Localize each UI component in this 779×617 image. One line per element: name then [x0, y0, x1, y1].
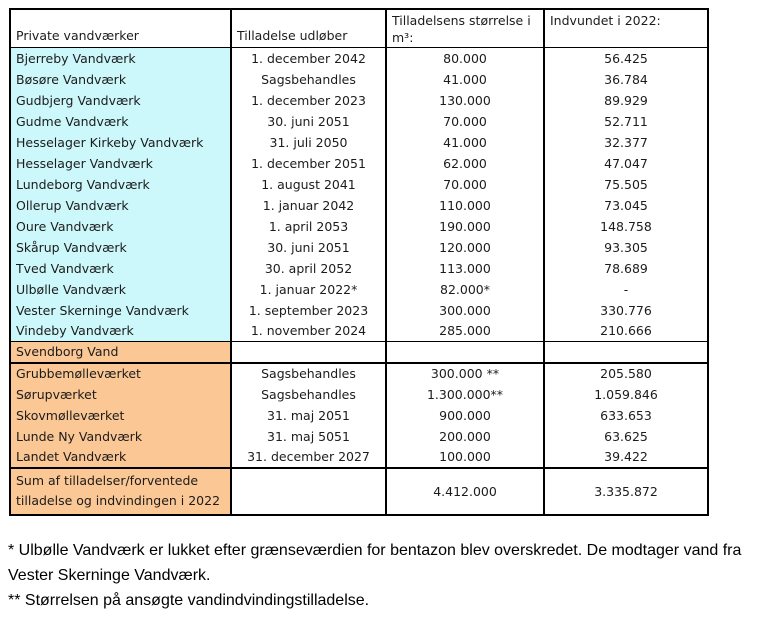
extracted-2022: 63.625 — [544, 426, 708, 447]
table-row — [10, 300, 708, 321]
extracted-2022: 148.758 — [544, 216, 708, 237]
section-header-label: Svendborg Vand — [10, 342, 231, 363]
permit-size: 285.000 — [386, 321, 544, 342]
waterworks-name: Ollerup Vandværk — [10, 195, 231, 216]
waterworks-name: Sørupværket — [10, 384, 231, 405]
permit-size: 200.000 — [386, 426, 544, 447]
waterworks-name: Grubbemølleværket — [10, 363, 231, 384]
permit-expires: 1. december 2051 — [231, 153, 386, 174]
table-row — [10, 48, 708, 69]
permit-expires: 30. april 2052 — [231, 258, 386, 279]
permit-size: 82.000* — [386, 279, 544, 300]
extracted-2022: 78.689 — [544, 258, 708, 279]
table-row — [10, 384, 708, 405]
column-header-tilladelse-udloeber: Tilladelse udløber — [231, 9, 386, 48]
waterworks-table — [9, 8, 709, 516]
permit-size: 120.000 — [386, 237, 544, 258]
waterworks-name: Gudbjerg Vandværk — [10, 90, 231, 111]
extracted-2022: 1.059.846 — [544, 384, 708, 405]
sum-label: Sum af tilladelser/forventede tilladelse og indvindingen i 2022 — [10, 468, 231, 515]
waterworks-name: Landet Vandværk — [10, 447, 231, 468]
permit-expires: 1. januar 2042 — [231, 195, 386, 216]
permit-expires: Sagsbehandles — [231, 69, 386, 90]
permit-expires: 1. november 2024 — [231, 321, 386, 342]
permit-size: 900.000 — [386, 405, 544, 426]
permit-size: 110.000 — [386, 195, 544, 216]
waterworks-name: Hesselager Kirkeby Vandværk — [10, 132, 231, 153]
permit-size: 300.000 — [386, 300, 544, 321]
waterworks-name: Skovmølleværket — [10, 405, 231, 426]
footnote-ansoegte-tilladelse: ** Størrelsen på ansøgte vandindvindingstilladelse. — [8, 591, 370, 609]
permit-expires: 31. maj 2051 — [231, 405, 386, 426]
permit-expires: Sagsbehandles — [231, 384, 386, 405]
permit-expires: 1. august 2041 — [231, 174, 386, 195]
table-row — [10, 153, 708, 174]
table-row — [10, 447, 708, 468]
permit-expires: 1. september 2023 — [231, 300, 386, 321]
table-row — [10, 195, 708, 216]
table-header — [10, 9, 708, 48]
permit-expires: 1. december 2023 — [231, 90, 386, 111]
permit-size: 41.000 — [386, 69, 544, 90]
table-row — [10, 321, 708, 342]
permit-expires: 31. december 2027 — [231, 447, 386, 468]
sum-expires-cell — [231, 468, 386, 515]
waterworks-name: Lundeborg Vandværk — [10, 174, 231, 195]
waterworks-name: Lunde Ny Vandværk — [10, 426, 231, 447]
permit-expires: 31. juli 2050 — [231, 132, 386, 153]
footnote-ulboelle: * Ulbølle Vandværk er lukket efter grænseværdien for bentazon blev overskredet. De modtager vand fra Vester Skerninge Vandværk. — [8, 541, 742, 584]
table-row — [10, 174, 708, 195]
svendborg-section-header — [10, 342, 708, 363]
permit-size: 113.000 — [386, 258, 544, 279]
permit-size: 100.000 — [386, 447, 544, 468]
permit-size: 70.000 — [386, 174, 544, 195]
svendborg-section-body — [10, 363, 708, 468]
table-row — [10, 279, 708, 300]
extracted-2022: 32.377 — [544, 132, 708, 153]
extracted-2022: 39.422 — [544, 447, 708, 468]
waterworks-name: Hesselager Vandværk — [10, 153, 231, 174]
column-header-tilladelsens-stoerrelse: Tilladelsens størrelse i m³: — [386, 9, 544, 48]
permit-expires: 30. juni 2051 — [231, 237, 386, 258]
column-header-private-vandvaerker: Private vandværker — [10, 9, 231, 48]
sum-permit-size: 4.412.000 — [386, 468, 544, 515]
table-row — [10, 426, 708, 447]
permit-size: 70.000 — [386, 111, 544, 132]
extracted-2022: 75.505 — [544, 174, 708, 195]
section-header-row — [10, 342, 708, 363]
extracted-2022: 89.929 — [544, 90, 708, 111]
permit-size: 190.000 — [386, 216, 544, 237]
permit-expires: 1. april 2053 — [231, 216, 386, 237]
permit-expires: 31. maj 5051 — [231, 426, 386, 447]
table-row — [10, 216, 708, 237]
waterworks-name: Skårup Vandværk — [10, 237, 231, 258]
header-row — [10, 9, 708, 48]
permit-size: 1.300.000** — [386, 384, 544, 405]
table-row — [10, 90, 708, 111]
table-row — [10, 132, 708, 153]
sum-row — [10, 468, 708, 515]
sum-extracted-2022: 3.335.872 — [544, 468, 708, 515]
extracted-2022: 36.784 — [544, 69, 708, 90]
waterworks-name: Bøsøre Vandværk — [10, 69, 231, 90]
extracted-2022: 52.711 — [544, 111, 708, 132]
empty-cell — [231, 342, 386, 363]
permit-size: 62.000 — [386, 153, 544, 174]
permit-expires: 1. januar 2022* — [231, 279, 386, 300]
table-row — [10, 258, 708, 279]
waterworks-name: Bjerreby Vandværk — [10, 48, 231, 69]
private-section-body — [10, 48, 708, 342]
waterworks-name: Vindeby Vandværk — [10, 321, 231, 342]
extracted-2022: 205.580 — [544, 363, 708, 384]
extracted-2022: 93.305 — [544, 237, 708, 258]
waterworks-name: Tved Vandværk — [10, 258, 231, 279]
table-row — [10, 405, 708, 426]
extracted-2022: 73.045 — [544, 195, 708, 216]
extracted-2022: 330.776 — [544, 300, 708, 321]
permit-expires: 30. juni 2051 — [231, 111, 386, 132]
waterworks-name: Gudme Vandværk — [10, 111, 231, 132]
permit-size: 41.000 — [386, 132, 544, 153]
waterworks-name: Vester Skerninge Vandværk — [10, 300, 231, 321]
column-header-indvundet-2022: Indvundet i 2022: — [544, 9, 708, 48]
permit-size: 130.000 — [386, 90, 544, 111]
empty-cell — [544, 342, 708, 363]
table-row — [10, 363, 708, 384]
footnotes — [8, 538, 779, 613]
extracted-2022: 210.666 — [544, 321, 708, 342]
permit-size: 300.000 ** — [386, 363, 544, 384]
sum-section — [10, 468, 708, 515]
empty-cell — [386, 342, 544, 363]
extracted-2022: 47.047 — [544, 153, 708, 174]
table-row — [10, 69, 708, 90]
extracted-2022: 633.653 — [544, 405, 708, 426]
extracted-2022: 56.425 — [544, 48, 708, 69]
waterworks-name: Oure Vandværk — [10, 216, 231, 237]
extracted-2022: - — [544, 279, 708, 300]
permit-expires: 1. december 2042 — [231, 48, 386, 69]
table-row — [10, 111, 708, 132]
table-row — [10, 237, 708, 258]
waterworks-name: Ulbølle Vandværk — [10, 279, 231, 300]
permit-size: 80.000 — [386, 48, 544, 69]
permit-expires: Sagsbehandles — [231, 363, 386, 384]
